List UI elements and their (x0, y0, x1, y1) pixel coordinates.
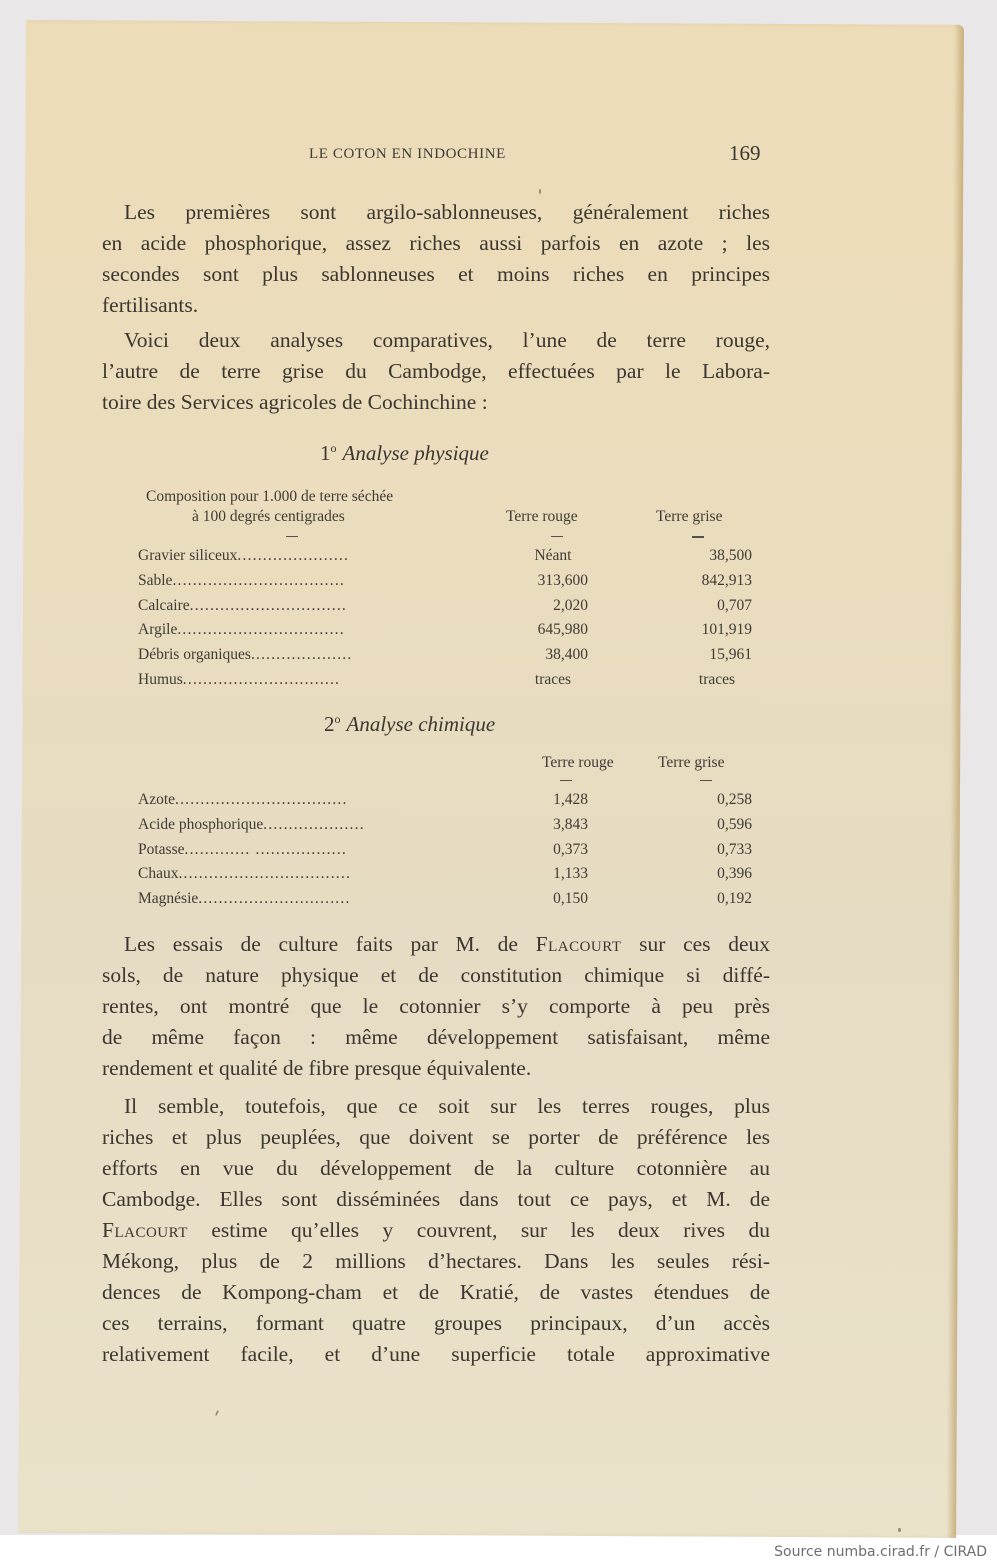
cell-terre-rouge: 3,843 (553, 815, 588, 833)
dash-separator (286, 536, 298, 537)
table-row (138, 618, 758, 643)
column-header-terre-grise: Terre grise (656, 508, 723, 525)
author-name: Flacourt (535, 932, 622, 956)
dash-separator (692, 536, 704, 538)
section-title-text: Analyse physique (342, 441, 489, 465)
text-line: Cambodge. Elles sont disséminées dans tout ce pays, et M. de (102, 1187, 770, 1211)
row-label: Débris organiques.................... (138, 646, 353, 664)
cell-terre-grise: 0,733 (717, 840, 752, 858)
row-label: Gravier siliceux...................... (138, 547, 350, 564)
table-row (138, 594, 758, 619)
dash-separator (700, 780, 712, 781)
cell-terre-grise: traces (698, 670, 736, 688)
text-line: rentes, ont montré que le cotonnier s’y comporte à peu près (102, 994, 770, 1018)
table-row (138, 668, 758, 693)
text-line: Les essais de culture faits par M. de Flacourt sur ces deux (124, 932, 770, 956)
text-line: sols, de nature physique et de constitution chimique si diffé- (102, 963, 770, 987)
table-row (138, 813, 758, 838)
section-title-text: Analyse chimique (346, 712, 496, 736)
text-line: ces terrains, formant quatre groupes principaux, d’un accès (102, 1311, 770, 1335)
row-label: Calcaire............................... (138, 596, 347, 614)
column-header-terre-rouge: Terre rouge (506, 508, 578, 525)
table-row (138, 862, 758, 887)
cell-terre-rouge: 645,980 (537, 621, 588, 639)
physical-analysis-table (138, 488, 758, 693)
table-caption-line-2: à 100 degrés centigrades (192, 508, 345, 525)
text-line: l’autre de terre grise du Cambodge, effectuées par le Labora- (102, 359, 770, 383)
cell-terre-grise: 0,258 (717, 791, 752, 808)
text-line: riches et plus peuplées, que doivent se porter de préférence les (102, 1125, 770, 1149)
text-line: Les premières sont argilo-sablonneuses, généralement riches (124, 200, 770, 224)
cell-terre-rouge: 38,400 (545, 646, 588, 664)
column-header-terre-grise: Terre grise (658, 754, 725, 771)
row-label: Magnésie.............................. (138, 890, 351, 908)
cell-terre-grise: 0,192 (717, 890, 752, 908)
running-title: LE COTON EN INDOCHINE (309, 146, 506, 162)
cell-terre-rouge: Néant (534, 547, 572, 564)
section-title-chemical (324, 712, 495, 737)
table-row (138, 569, 758, 594)
paper-speck (539, 189, 541, 194)
cell-terre-grise: 0,396 (717, 865, 752, 883)
table-row (138, 838, 758, 863)
text-line: dences de Kompong-cham et de Kratié, de vastes étendues de (102, 1280, 770, 1304)
cell-terre-rouge: 0,373 (553, 840, 588, 858)
cell-terre-rouge: 0,150 (553, 890, 588, 908)
column-header-terre-rouge: Terre rouge (542, 754, 614, 771)
paragraph-1 (102, 197, 770, 321)
row-label: Humus............................... (138, 670, 341, 688)
table-row (138, 544, 758, 569)
dash-separator (551, 536, 563, 537)
cell-terre-grise: 38,500 (709, 547, 752, 564)
cell-terre-rouge: traces (534, 670, 572, 688)
text-line: Voici deux analyses comparatives, l’une de terre rouge, (124, 328, 770, 352)
table-header (138, 488, 758, 530)
cell-terre-rouge: 313,600 (537, 571, 588, 589)
cell-terre-rouge: 2,020 (553, 596, 588, 614)
paragraph-2 (102, 325, 770, 418)
text-line: rendement et qualité de fibre presque équivalente. (102, 1056, 532, 1080)
table-caption-line-1: Composition pour 1.000 de terre séchée (146, 488, 394, 505)
section-number: 1$^o$ (320, 441, 337, 465)
cell-terre-grise: 101,919 (701, 621, 752, 639)
paper-speck (898, 1528, 901, 1532)
text-line: de même façon : même développement satisfaisant, même (102, 1025, 770, 1049)
table-header (138, 754, 758, 778)
row-label: Acide phosphorique.................... (138, 815, 365, 833)
section-title-physical (320, 441, 489, 466)
text-line: Mékong, plus de 2 millions d’hectares. Dans les seules rési- (102, 1249, 770, 1273)
paragraph-3 (102, 929, 770, 1084)
text-line: en acide phosphorique, assez riches aussi parfois en azote ; les (102, 231, 770, 255)
row-label: Argile................................. (138, 621, 345, 639)
text-line: toire des Services agricoles de Cochinchine : (102, 390, 488, 414)
row-label: Azote.................................. (138, 791, 348, 808)
source-watermark: Source numba.cirad.fr / CIRAD (774, 1544, 987, 1560)
row-label: Chaux.................................. (138, 865, 352, 883)
paragraph-4 (102, 1091, 770, 1370)
page-number: 169 (729, 141, 761, 165)
text-line: relativement facile, et d’une superficie totale approximative (102, 1342, 770, 1366)
text-line: fertilisants. (102, 293, 199, 317)
cell-terre-grise: 0,596 (717, 815, 752, 833)
section-number: 2$^o$ (324, 712, 341, 736)
text-line: Flacourt estime qu’elles y couvrent, sur les deux rives du (102, 1218, 770, 1242)
text-line: secondes sont plus sablonneuses et moins riches en principes (102, 262, 770, 286)
table-row (138, 887, 758, 912)
table-row (138, 643, 758, 668)
text-line: efforts en vue du développement de la culture cotonnière au (102, 1156, 770, 1180)
author-name: Flacourt (102, 1218, 188, 1242)
cell-terre-rouge: 1,133 (553, 865, 588, 883)
text-line: Il semble, toutefois, que ce soit sur les terres rouges, plus (124, 1094, 770, 1118)
dash-separator (560, 780, 572, 781)
cell-terre-grise: 15,961 (709, 646, 752, 664)
cell-terre-grise: 842,913 (701, 571, 752, 589)
row-label: Sable.................................. (138, 571, 345, 589)
chemical-analysis-table (138, 754, 758, 912)
cell-terre-rouge: 1,428 (553, 791, 588, 808)
cell-terre-grise: 0,707 (717, 596, 752, 614)
row-label: Potasse............. .................. (138, 840, 347, 858)
table-row (138, 788, 758, 813)
